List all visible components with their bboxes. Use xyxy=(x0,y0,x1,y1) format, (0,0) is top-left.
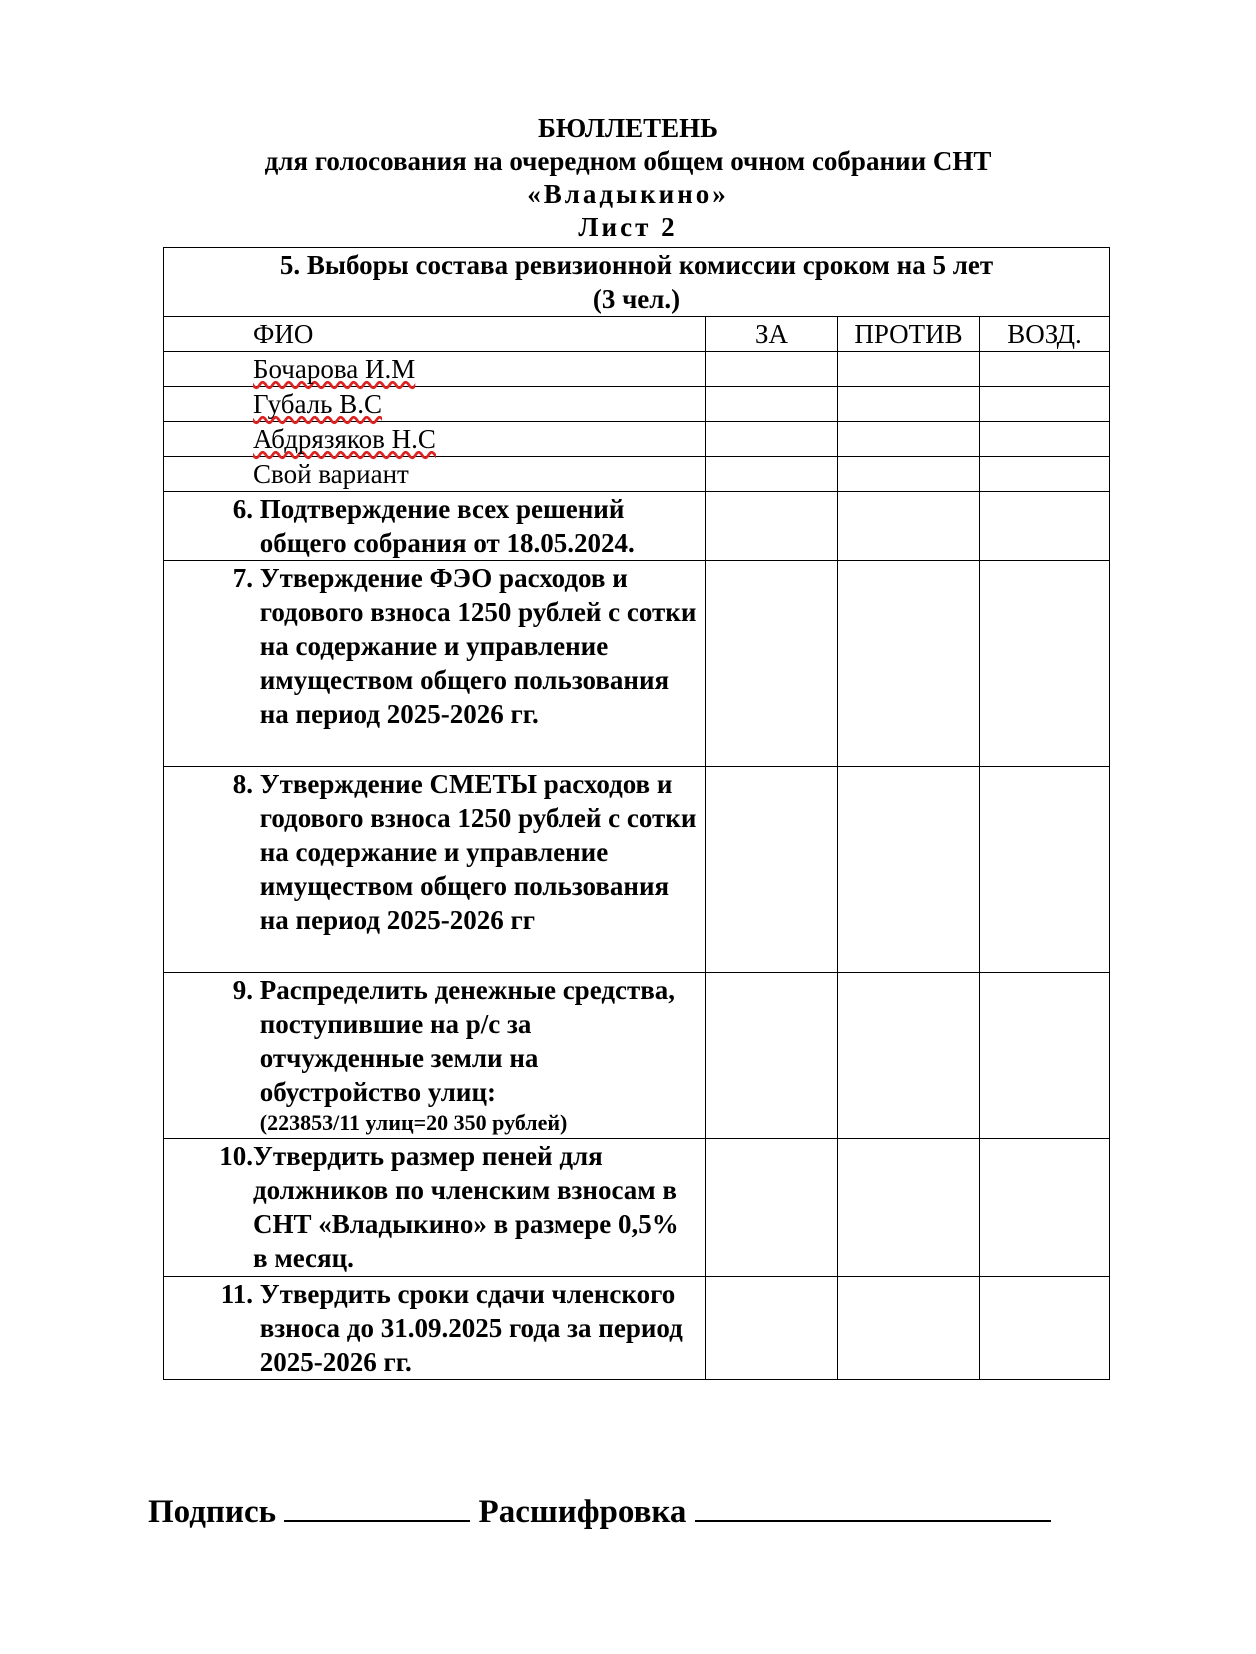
question-row-10 xyxy=(164,1139,1110,1277)
question-text: Утверждение ФЭО расходов и годового взноса 1250 рублей с сотки на содержание и управление имуществом общего пользования на период 2025-2026 гг. xyxy=(259,563,697,729)
candidate-name: Абдрязяков Н.С xyxy=(253,424,436,454)
vote-for-cell[interactable] xyxy=(706,457,838,492)
vote-for-cell[interactable] xyxy=(706,387,838,422)
signature-line[interactable] xyxy=(284,1490,470,1522)
question-number: 8. xyxy=(232,769,253,799)
decode-line[interactable] xyxy=(695,1490,1051,1522)
ballot-subtitle: для голосования на очередном общем очном собрании СНТ xyxy=(264,146,992,176)
question-number: 7. xyxy=(232,563,253,593)
vote-against-cell[interactable] xyxy=(838,1277,980,1380)
vote-against-cell[interactable] xyxy=(838,457,980,492)
ballot-title: БЮЛЛЕТЕНЬ xyxy=(537,113,719,143)
question-row-9 xyxy=(164,973,1110,1139)
vote-against-cell[interactable] xyxy=(838,1139,980,1277)
candidate-row xyxy=(164,352,1110,387)
vote-against-cell[interactable] xyxy=(838,352,980,387)
question-row-8 xyxy=(164,767,1110,973)
section-5-title: 5. Выборы состава ревизионной комиссии сроком на 5 лет (3 чел.) xyxy=(164,248,1110,317)
question-text: Утвердить размер пеней для должников по членским взносам в СНТ «Владыкино» в размере 0,5% в месяц. xyxy=(253,1141,679,1273)
candidate-row xyxy=(164,457,1110,492)
vote-abstain-cell[interactable] xyxy=(980,422,1110,457)
vote-for-cell[interactable] xyxy=(706,422,838,457)
vote-against-cell[interactable] xyxy=(838,561,980,767)
vote-against-cell[interactable] xyxy=(838,492,980,561)
vote-abstain-cell[interactable] xyxy=(980,492,1110,561)
signature-block xyxy=(148,1490,1051,1531)
column-header-for: ЗА xyxy=(706,317,838,352)
ballot-header xyxy=(0,112,1256,244)
candidate-row xyxy=(164,387,1110,422)
organization-name: «Владыкино» xyxy=(527,179,729,209)
column-header-against: ПРОТИВ xyxy=(838,317,980,352)
column-header-fio: ФИО xyxy=(164,317,706,352)
question-row-7 xyxy=(164,561,1110,767)
vote-abstain-cell[interactable] xyxy=(980,973,1110,1139)
sheet-number: Лист 2 xyxy=(578,212,678,242)
vote-against-cell[interactable] xyxy=(838,387,980,422)
question-note: (223853/11 улиц=20 350 рублей) xyxy=(259,1110,568,1135)
question-text: Распределить денежные средства, поступившие на р/с за отчужденные земли на обустройство улиц: xyxy=(259,975,676,1107)
vote-abstain-cell[interactable] xyxy=(980,387,1110,422)
question-row-6 xyxy=(164,492,1110,561)
question-number: 9. xyxy=(232,975,253,1005)
question-text: Утвердить сроки сдачи членского взноса до 31.09.2025 года за период 2025-2026 гг. xyxy=(259,1279,683,1377)
question-number: 11. xyxy=(220,1279,253,1309)
vote-abstain-cell[interactable] xyxy=(980,457,1110,492)
decode-label: Расшифровка xyxy=(478,1494,687,1530)
candidate-name: Бочарова И.М xyxy=(253,354,416,384)
question-text: Подтверждение всех решений общего собрания от 18.05.2024. xyxy=(259,494,635,558)
vote-for-cell[interactable] xyxy=(706,1277,838,1380)
candidate-row xyxy=(164,422,1110,457)
candidate-name: Губаль В.С xyxy=(253,389,382,419)
vote-for-cell[interactable] xyxy=(706,973,838,1139)
section-5-title-row xyxy=(164,248,1110,317)
vote-abstain-cell[interactable] xyxy=(980,352,1110,387)
vote-abstain-cell[interactable] xyxy=(980,561,1110,767)
vote-against-cell[interactable] xyxy=(838,422,980,457)
vote-against-cell[interactable] xyxy=(838,973,980,1139)
question-number: 10. xyxy=(219,1141,253,1171)
vote-abstain-cell[interactable] xyxy=(980,1139,1110,1277)
column-header-abstain: ВОЗД. xyxy=(980,317,1110,352)
vote-abstain-cell[interactable] xyxy=(980,1277,1110,1380)
question-row-11 xyxy=(164,1277,1110,1380)
vote-for-cell[interactable] xyxy=(706,561,838,767)
vote-for-cell[interactable] xyxy=(706,767,838,973)
ballot-table xyxy=(163,247,1110,1380)
vote-for-cell[interactable] xyxy=(706,1139,838,1277)
vote-for-cell[interactable] xyxy=(706,492,838,561)
vote-for-cell[interactable] xyxy=(706,352,838,387)
signature-label: Подпись xyxy=(148,1494,277,1530)
vote-abstain-cell[interactable] xyxy=(980,767,1110,973)
question-number: 6. xyxy=(232,494,253,524)
candidate-name: Свой вариант xyxy=(164,457,706,492)
column-header-row xyxy=(164,317,1110,352)
vote-against-cell[interactable] xyxy=(838,767,980,973)
question-text: Утверждение СМЕТЫ расходов и годового взноса 1250 рублей с сотки на содержание и управление имуществом общего пользования на период 2025-2026 гг xyxy=(259,769,697,935)
